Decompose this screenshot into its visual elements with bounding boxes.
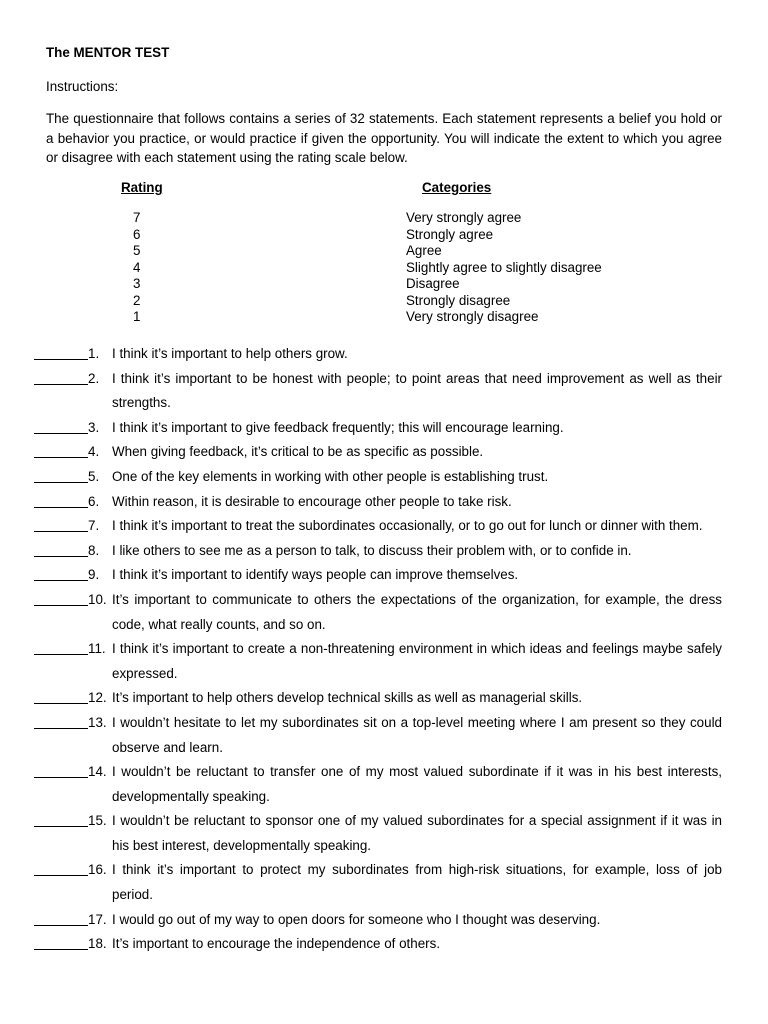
rating-value: 7 — [133, 210, 141, 225]
statement-item — [0, 514, 768, 539]
statement-number: 15. — [88, 813, 107, 829]
answer-blank[interactable] — [34, 342, 88, 360]
answer-blank[interactable] — [34, 711, 88, 729]
statement-number: 14. — [88, 764, 107, 780]
statement-item — [0, 563, 768, 588]
statement-number: 10. — [88, 591, 107, 607]
statement-number: 8. — [88, 542, 100, 558]
statement-number: 6. — [88, 493, 100, 509]
rating-header: Rating — [121, 180, 163, 195]
statement-item — [0, 440, 768, 465]
rating-value: 4 — [133, 259, 141, 275]
statement-text: Within reason, it is desirable to encourage other people to take risk. — [112, 493, 512, 509]
statement-text: I think it’s important to give feedback frequently; this will encourage learning. — [112, 419, 564, 435]
answer-blank[interactable] — [34, 539, 88, 557]
statement-item — [0, 932, 768, 957]
statement-item — [0, 490, 768, 515]
statement-text: I wouldn’t hesitate to let my subordinates sit on a top-level meeting where I am present so they could observe and learn. — [112, 714, 722, 755]
answer-blank[interactable] — [34, 465, 88, 483]
statement-item — [0, 539, 768, 564]
statement-number: 12. — [88, 690, 107, 706]
answer-blank[interactable] — [34, 908, 88, 926]
answer-blank[interactable] — [34, 858, 88, 876]
rating-column — [133, 210, 140, 326]
statement-text: I think it’s important to help others grow. — [112, 346, 348, 361]
statement-number: 2. — [88, 370, 100, 386]
statement-number: 4. — [88, 444, 100, 460]
statement-item — [0, 711, 768, 760]
statement-number: 11. — [88, 641, 106, 657]
instructions-label: Instructions: — [46, 79, 119, 94]
statement-text: One of the key elements in working with other people is establishing trust. — [112, 468, 549, 484]
rating-value: 1 — [133, 309, 141, 324]
statement-item — [0, 760, 768, 809]
intro-paragraph: The questionnaire that follows contains a series of 32 statements. Each statement represents a belief you hold or a behavior you practice, or would practice if given the opportunity. You will indicate the extent to which you agree or disagree with each statement using the rating scale below. — [46, 111, 722, 165]
statement-item — [0, 465, 768, 490]
categories-column — [406, 210, 602, 326]
answer-blank[interactable] — [34, 440, 88, 458]
statement-number: 5. — [88, 468, 100, 484]
answer-blank[interactable] — [34, 932, 88, 950]
statement-number: 18. — [88, 936, 107, 952]
answer-blank[interactable] — [34, 416, 88, 434]
statement-number: 7. — [88, 518, 100, 534]
rating-value: 2 — [133, 292, 141, 308]
rating-category: Agree — [406, 243, 442, 258]
answer-blank[interactable] — [34, 490, 88, 508]
answer-blank[interactable] — [34, 514, 88, 532]
statement-number: 17. — [88, 911, 107, 927]
statement-text: I wouldn’t be reluctant to transfer one of my most valued subordinate if it was in his best interests, developmentally speaking. — [112, 764, 722, 804]
statement-number: 9. — [88, 567, 100, 583]
answer-blank[interactable] — [34, 637, 88, 655]
statement-text: I would go out of my way to open doors for someone who I thought was deserving. — [112, 911, 601, 927]
statement-text: I wouldn’t be reluctant to sponsor one of my valued subordinates for a special assignment if it was in his best interest, developmentally speaking. — [112, 813, 722, 853]
answer-blank[interactable] — [34, 588, 88, 606]
rating-category: Very strongly disagree — [406, 309, 539, 324]
rating-category: Disagree — [406, 276, 460, 291]
statement-item — [0, 858, 768, 907]
statement-text: I think it’s important to identify ways people can improve themselves. — [112, 567, 519, 583]
answer-blank[interactable] — [34, 760, 88, 778]
rating-category: Strongly disagree — [406, 292, 511, 308]
statement-number: 16. — [88, 862, 107, 878]
rating-category: Slightly agree to slightly disagree — [406, 259, 602, 275]
statement-text: It’s important to help others develop technical skills as well as managerial skills. — [112, 690, 583, 706]
statement-item — [0, 342, 768, 367]
statement-item — [0, 809, 768, 858]
statement-text: It’s important to communicate to others the expectations of the organization, for example, the dress code, what really counts, and so on. — [112, 591, 722, 632]
statement-number: 13. — [88, 714, 107, 730]
rating-category: Very strongly agree — [406, 210, 522, 225]
categories-header: Categories — [422, 180, 492, 195]
statement-text: I think it’s important to treat the subordinates occasionally, or to go out for lunch or dinner with them. — [112, 518, 703, 534]
rating-value: 5 — [133, 243, 141, 258]
answer-blank[interactable] — [34, 563, 88, 581]
statement-item — [0, 588, 768, 637]
answer-blank[interactable] — [34, 809, 88, 827]
statement-text: I like others to see me as a person to talk, to discuss their problem with, or to confide in. — [112, 542, 632, 558]
page-title: The MENTOR TEST — [46, 45, 170, 60]
statement-text: When giving feedback, it’s critical to be as specific as possible. — [112, 444, 484, 460]
rating-value: 3 — [133, 276, 141, 291]
rating-value: 6 — [133, 226, 141, 242]
statement-text: I think it’s important to create a non-threatening environment in which ideas and feelings maybe safely expressed. — [112, 641, 722, 681]
answer-blank[interactable] — [34, 686, 88, 704]
statement-item — [0, 416, 768, 441]
statement-item — [0, 367, 768, 416]
statement-text: I think it’s important to be honest with people; to point areas that need improvement as well as their strengths. — [112, 370, 722, 411]
answer-blank[interactable] — [34, 367, 88, 385]
rating-category: Strongly agree — [406, 226, 494, 242]
statement-text: It’s important to encourage the independence of others. — [112, 936, 441, 952]
statement-item — [0, 637, 768, 686]
statement-list — [0, 342, 768, 957]
statement-text: I think it’s important to protect my subordinates from high-risk situations, for example, loss of job period. — [112, 862, 722, 903]
statement-number: 1. — [88, 346, 100, 361]
statement-item — [0, 908, 768, 933]
statement-number: 3. — [88, 419, 100, 435]
statement-item — [0, 686, 768, 711]
